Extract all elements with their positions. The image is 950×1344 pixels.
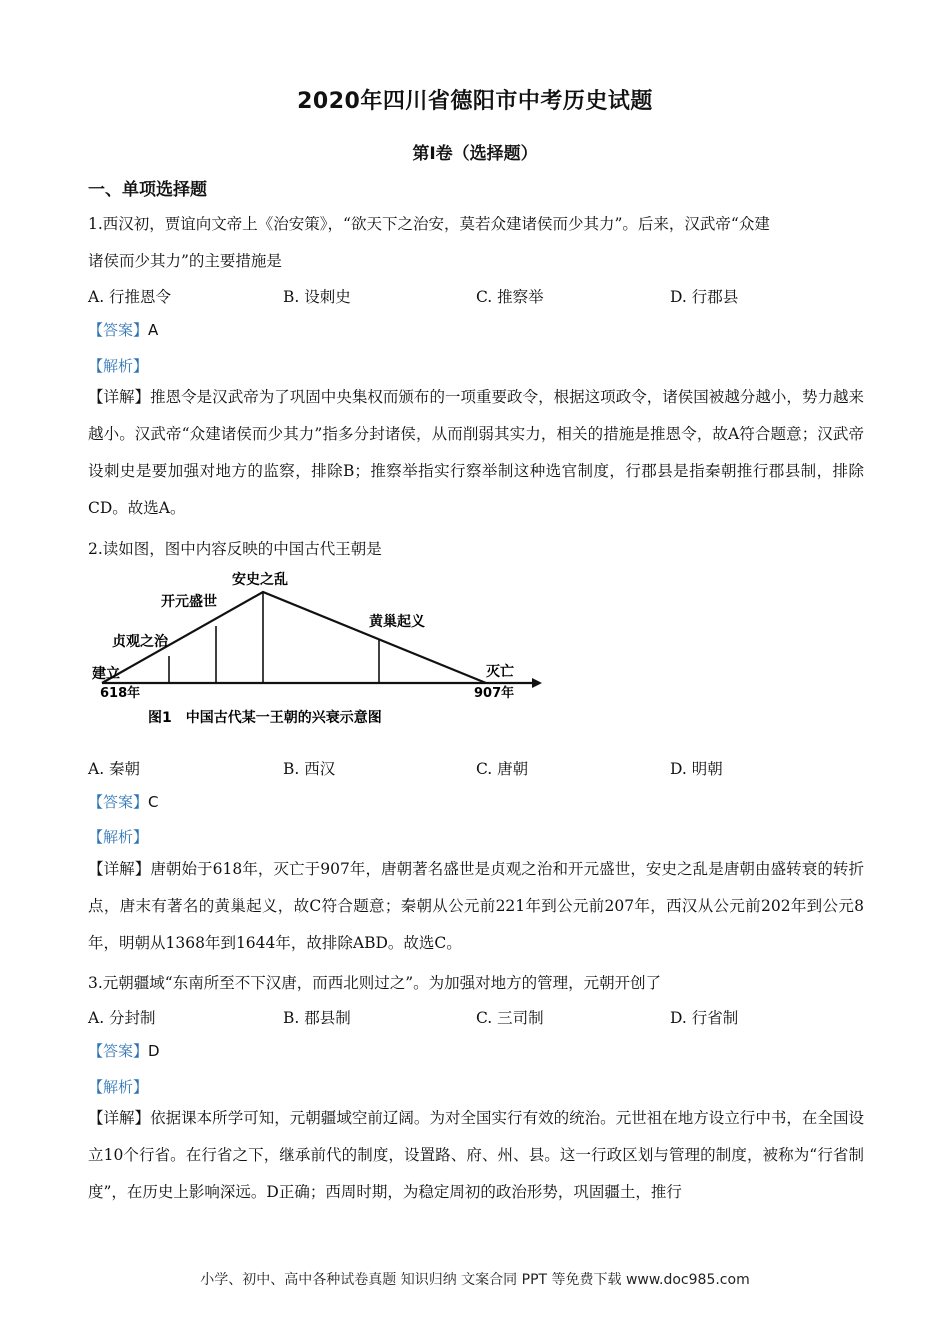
q1-detail-text: 推恩令是汉武帝为了巩固中央集权而颁布的一项重要政令，根据这项政令，诸侯国被越分越小，势力越来越小。汉武帝“众建诸侯而少其力”指多分封诸侯，从而削弱其实力，相关的措施是推恩令，故A符合题意；汉武帝设刺史是要加强对地方的监察，排除B；推察举指实行察举制这种选官制度，行郡县是指秦朝推行郡县制，排除CD。故选A。 [88, 388, 864, 517]
q2-answer-label: 【答案】 [88, 793, 149, 811]
label-end: 灭亡 [486, 664, 514, 680]
q1-stem-line2: 诸侯而少其力”的主要措施是 [88, 252, 282, 270]
q2-answer [88, 791, 159, 812]
q1-answer-label: 【答案】 [88, 321, 149, 339]
q3-detail [88, 1100, 864, 1211]
q1-detail [88, 379, 864, 527]
q1-stem-line1: 1.西汉初，贾谊向文帝上《治安策》，“欲天下之治安，莫若众建诸侯而少其力”。后来，汉武帝“众建 [88, 215, 770, 233]
section-heading: 一、单项选择题 [88, 180, 207, 200]
q2-stem: 2.读如图，图中内容反映的中国古代王朝是 [88, 540, 382, 558]
page-footer: 小学、初中、高中各种试卷真题 知识归纳 文案合同 PPT 等免费下载 www.doc985.com [200, 1272, 750, 1288]
q1-options [88, 285, 868, 309]
q3-stem: 3.元朝疆域“东南所至不下汉唐，而西北则过之”。为加强对地方的管理，元朝开创了 [88, 974, 662, 992]
q3-analysis-label: 【解析】 [88, 1078, 149, 1096]
q2-option-d: D. 明朝 [670, 760, 723, 778]
q2-analysis-label: 【解析】 [88, 828, 149, 846]
q1-answer-value: A [148, 321, 159, 339]
q2-option-c: C. 唐朝 [476, 760, 529, 778]
q3-answer-label: 【答案】 [88, 1042, 149, 1060]
q1-option-c: C. 推察举 [476, 288, 544, 306]
q3-options [88, 1006, 868, 1030]
q2-detail-text: 唐朝始于618年，灭亡于907年，唐朝著名盛世是贞观之治和开元盛世，安史之乱是唐朝由盛转衰的转折点，唐末有著名的黄巢起义，故C符合题意；秦朝从公元前221年到公元前207年，西汉从公元前202年到公元8年，明朝从1368年到1644年，故排除ABD。故选C。 [88, 860, 864, 952]
label-huangchao: 黄巢起义 [369, 614, 425, 630]
q1-detail-label: 【详解】 [88, 388, 151, 406]
document-title: 2020年四川省德阳市中考历史试题 [297, 89, 653, 114]
label-kaiyuan: 开元盛世 [161, 594, 217, 610]
volume-subtitle: 第Ⅰ卷（选择题） [412, 144, 538, 164]
q2-detail-label: 【详解】 [88, 860, 151, 878]
label-start: 建立 [92, 666, 120, 682]
q2-answer-value: C [148, 793, 159, 811]
label-start-year: 618年 [100, 686, 141, 701]
label-zhenguan: 贞观之治 [112, 634, 168, 650]
label-end-year: 907年 [474, 686, 515, 701]
q3-option-c: C. 三司制 [476, 1009, 544, 1027]
q3-answer [88, 1040, 160, 1061]
q3-detail-label: 【详解】 [88, 1109, 151, 1127]
q1-option-b: B. 设刺史 [283, 288, 351, 306]
label-anshi: 安史之乱 [232, 572, 288, 588]
q1-analysis-label: 【解析】 [88, 357, 149, 375]
q2-option-b: B. 西汉 [283, 760, 336, 778]
timeline-arrowhead [532, 678, 542, 688]
q2-options [88, 757, 868, 781]
q2-detail [88, 851, 864, 962]
q3-detail-text: 依据课本所学可知，元朝疆域空前辽阔。为对全国实行有效的统治。元世祖在地方设立行中书，在全国设立10个行省。在行省之下，继承前代的制度，设置路、府、州、县。这一行政区划与管理的制度，被称为“行省制度”，在历史上影响深远。D正确；西周时期，为稳定周初的政治形势，巩固疆土，推行 [88, 1109, 864, 1201]
q1-option-a: A. 行推恩令 [88, 288, 172, 306]
figure-caption: 图1 中国古代某一王朝的兴衰示意图 [148, 710, 382, 726]
q3-option-a: A. 分封制 [88, 1009, 156, 1027]
q1-answer [88, 319, 158, 340]
dynasty-rise-fall-diagram [86, 568, 556, 738]
q1-option-d: D. 行郡县 [670, 288, 739, 306]
q2-option-a: A. 秦朝 [88, 760, 141, 778]
q3-option-b: B. 郡县制 [283, 1009, 351, 1027]
q3-answer-value: D [148, 1042, 160, 1060]
q3-option-d: D. 行省制 [670, 1009, 739, 1027]
